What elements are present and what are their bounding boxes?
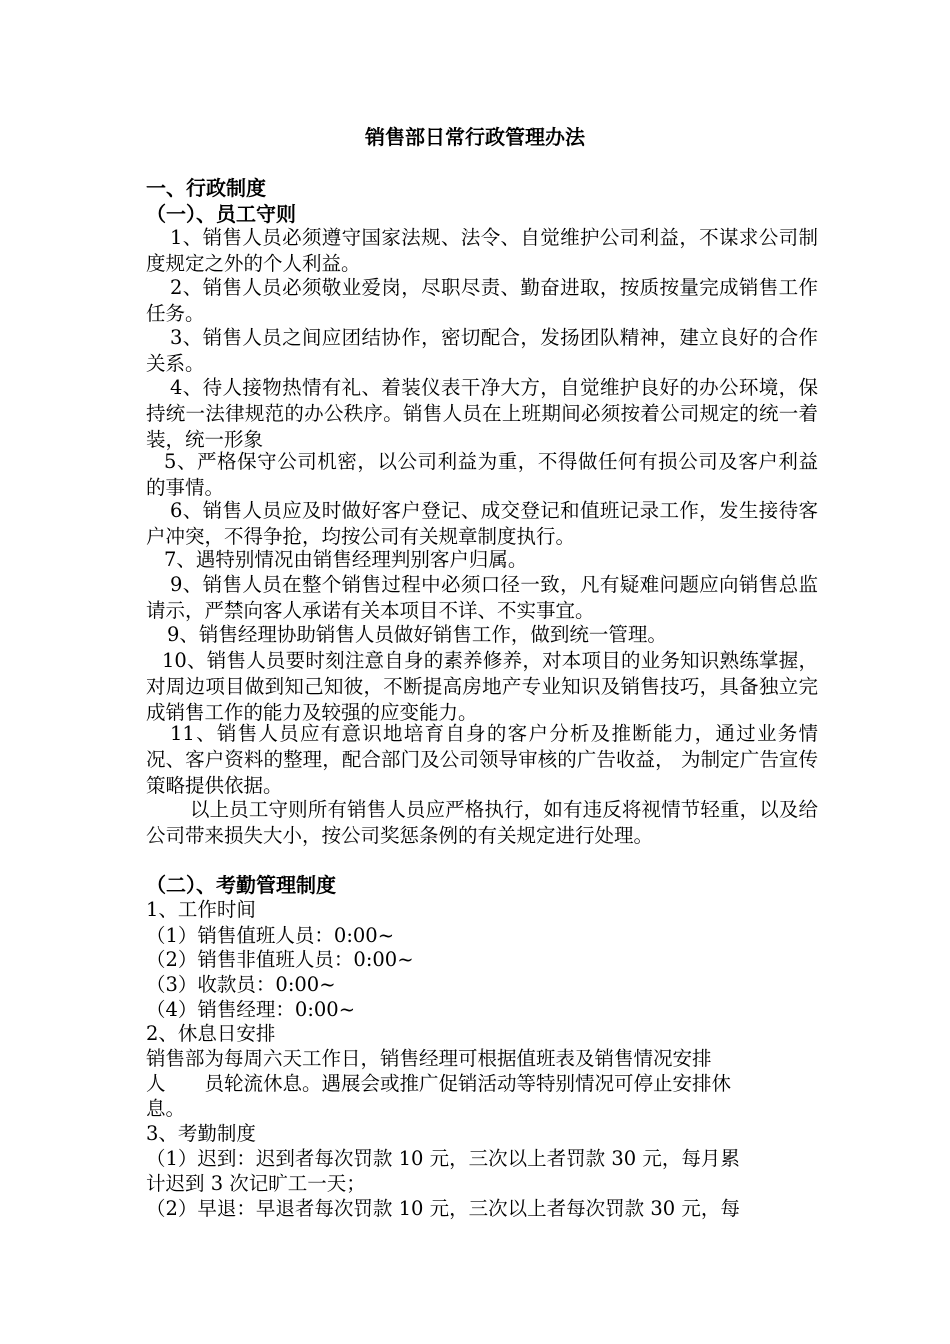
rest-heading: 2、休息日安排 [146,1022,276,1045]
rule-2: 2、销售人员必须敬业爱岗，尽职尽责、勤奋进取，按质按量完成销售工作任务。 [146,276,818,325]
rest-text-line: 销售部为每周六天工作日，销售经理可根据值班表及销售情况安排 [146,1047,712,1070]
rule-11: 11、销售人员应有意识地培育自身的客户分析及推断能力，通过业务情况、客户资料的整理，配合部门及公司领导审核的广告收益， 为制定广告宣传策略提供依据。 [146,722,818,797]
work-time-item: （1）销售值班人员：0:00~ [146,924,395,947]
work-time-item: （3）收款员：0:00~ [146,973,336,996]
work-time-item: （4）销售经理：0:00~ [146,998,356,1021]
attendance-rule-line: （2）早退：早退者每次罚款 10 元，三次以上者每次罚款 30 元，每 [146,1197,740,1220]
subsection-heading-code: （一）、员工守则 [146,202,296,226]
rule-5: 5、严格保守公司机密，以公司利益为重，不得做任何有损公司及客户利益的事情。 [146,450,818,499]
rule-3: 3、销售人员之间应团结协作，密切配合，发扬团队精神，建立良好的合作关系。 [146,326,818,375]
rule-9: 9、销售经理协助销售人员做好销售工作，做到统一管理。 [167,623,667,646]
document-title: 销售部日常行政管理办法 [365,125,585,149]
rule-8: 9、销售人员在整个销售过程中必须口径一致，凡有疑难问题应向销售总监请示，严禁向客人承诺有关本项目不详、不实事宜。 [146,573,818,622]
rest-text-line: 人 员轮流休息。遇展会或推广促销活动等特别情况可停止安排休 [146,1072,732,1095]
attendance-rule-line: 计迟到 3 次记旷工一天； [146,1172,366,1195]
section-heading-admin: 一、行政制度 [146,176,266,200]
rule-6: 6、销售人员应及时做好客户登记、成交登记和值班记录工作，发生接待客户冲突，不得争抢，均按公司有关规章制度执行。 [146,499,818,548]
work-time-item: （2）销售非值班人员：0:00~ [146,948,414,971]
work-time-heading: 1、工作时间 [146,898,256,921]
rules-closing: 以上员工守则所有销售人员应严格执行，如有违反将视情节轻重，以及给公司带来损失大小，按公司奖惩条例的有关规定进行处理。 [146,798,818,847]
attendance-heading: 3、考勤制度 [146,1122,256,1145]
attendance-rule-line: （1）迟到：迟到者每次罚款 10 元，三次以上者罚款 30 元，每月累 [146,1147,740,1170]
subsection-heading-attendance: （二）、考勤管理制度 [146,873,336,897]
rest-text-line: 息。 [146,1097,186,1120]
rule-10: 10、销售人员要时刻注意自身的素养修养，对本项目的业务知识熟练掌握，对周边项目做到知己知彼，不断提高房地产专业知识及销售技巧，具备独立完成销售工作的能力及较强的应变能力。 [146,649,818,724]
rule-7: 7、遇特别情况由销售经理判别客户归属。 [164,548,528,571]
rule-4: 4、待人接物热情有礼、着装仪表干净大方，自觉维护良好的办公环境，保持统一法律规范的办公秩序。销售人员在上班期间必须按着公司规定的统一着装，统一形象 [146,376,818,451]
rule-1: 1、销售人员必须遵守国家法规、法令、自觉维护公司利益，不谋求公司制度规定之外的个人利益。 [146,226,818,275]
